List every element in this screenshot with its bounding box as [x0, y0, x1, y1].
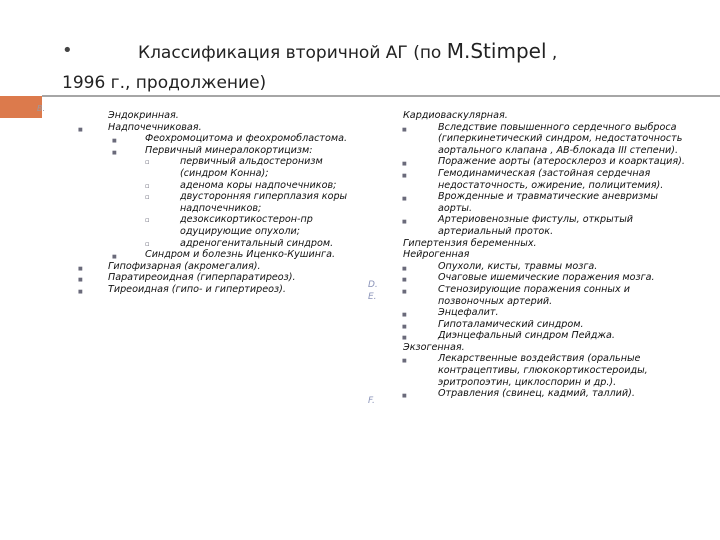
outline-item: [78, 110, 358, 122]
outline-item-text: первичный альдостеронизм (синдром Конна);: [180, 156, 323, 179]
title-line-1: [62, 36, 702, 68]
outline-item: [78, 156, 358, 179]
outline-item: [400, 353, 690, 388]
outline-item: [78, 133, 358, 145]
square-bullet-icon: ■: [402, 312, 407, 319]
outline-item: [78, 214, 358, 237]
square-bullet-icon: ■: [402, 172, 407, 179]
outline-item-text: Тиреоидная (гипо- и гипертиреоз).: [108, 283, 286, 295]
outline-item: [400, 191, 690, 214]
outline-item-text: Вследствие повышенного сердечного выброса (гиперкинетический синдром, недостаточность аортального клапана , АВ-блокада III степени).: [438, 121, 683, 156]
square-bullet-icon: ■: [78, 126, 83, 133]
outline-item: [400, 249, 690, 261]
square-bullet-icon: ■: [112, 138, 117, 145]
outline-item: [78, 261, 358, 273]
square-bullet-icon: ■: [112, 254, 117, 261]
square-bullet-icon: ■: [402, 265, 407, 272]
square-bullet-icon: ■: [78, 265, 83, 272]
outline-item: [400, 214, 690, 237]
outline-item: [400, 319, 690, 331]
title-text-a: Классификация вторичной АГ (по: [138, 43, 447, 63]
title-text-c: ,: [546, 43, 558, 63]
square-bullet-icon: ■: [402, 219, 407, 226]
outline-item: [400, 272, 690, 284]
section-letter-f: F.: [368, 396, 375, 406]
outline-item: [78, 272, 358, 284]
hollow-square-bullet-icon: ▫: [145, 193, 150, 202]
hollow-square-bullet-icon: ▫: [145, 216, 150, 225]
outline-item-text: Феохромоцитома и феохромобластома.: [145, 133, 347, 145]
outline-item-text: Синдром и болезнь Иценко-Кушинга.: [145, 249, 336, 261]
outline-item-text: Кардиоваскулярная.: [403, 110, 508, 121]
outline-item: [400, 261, 690, 273]
outline-item-text: Поражение аорты (атеросклероз и коарктация).: [438, 156, 685, 168]
outline-item-text: Гемодинамическая (застойная сердечная недостаточность, ожирение, полицитемия).: [438, 167, 664, 191]
outline-item-text: Энцефалит.: [438, 307, 499, 319]
square-bullet-icon: ■: [402, 196, 407, 203]
outline-item: [400, 330, 690, 342]
title-divider: [42, 95, 720, 97]
left-column: [78, 110, 358, 296]
section-letter-b: B.: [37, 104, 46, 113]
outline-item-text: Стенозирующие поражения сонных и позвоночных артерий.: [438, 283, 630, 307]
outline-item: [78, 191, 358, 214]
outline-item-text: Экзогенная.: [403, 341, 465, 353]
outline-item: [400, 110, 690, 122]
outline-item-text: Гипофизарная (акромегалия).: [108, 260, 261, 272]
outline-item: [400, 156, 690, 168]
outline-item-text: дезоксикортикостерон-пр одуцирующие опухоли;: [180, 214, 313, 237]
square-bullet-icon: ■: [402, 161, 407, 168]
hollow-square-bullet-icon: ▫: [145, 239, 150, 248]
right-column: [400, 110, 690, 400]
outline-item: [78, 122, 358, 134]
outline-item: [78, 180, 358, 192]
outline-item: [400, 238, 690, 250]
outline-item-text: Эндокринная.: [108, 110, 179, 121]
outline-item: [400, 388, 690, 400]
outline-item-text: Паратиреоидная (гиперпаратиреоз).: [108, 272, 296, 284]
outline-item-text: Врожденные и травматические аневризмы аорты.: [438, 191, 659, 214]
outline-item: [78, 238, 358, 250]
title-line-2: 1996 г., продолжение): [62, 73, 267, 93]
outline-item-text: Диэнцефальный синдром Пейджа.: [438, 330, 615, 342]
outline-item: [400, 168, 690, 191]
title-author: M.Stimpel: [446, 39, 547, 63]
outline-item: [400, 342, 690, 354]
outline-item-text: Лекарственные воздействия (оральные контрацептивы, глюкокортикостероиды, эритропоэтин, циклоспорин и др.).: [438, 353, 648, 388]
square-bullet-icon: ■: [402, 323, 407, 330]
outline-item-text: Артериовенозные фистулы, открытый артериальный проток.: [438, 214, 634, 237]
square-bullet-icon: ■: [402, 335, 407, 342]
outline-item: [400, 307, 690, 319]
hollow-square-bullet-icon: ▫: [145, 181, 150, 190]
outline-item: [78, 249, 358, 261]
title-bullet: •: [62, 40, 73, 61]
slide-title: [62, 36, 702, 98]
outline-item: [400, 284, 690, 307]
outline-item-text: Очаговые ишемические поражения мозга.: [438, 272, 655, 284]
section-letter-e: E.: [368, 292, 377, 302]
square-bullet-icon: ■: [402, 358, 407, 365]
outline-item-text: двусторонняя гиперплазия коры надпочечников;: [180, 191, 348, 214]
square-bullet-icon: ■: [402, 288, 407, 295]
outline-item-text: Нейрогенная: [403, 249, 470, 261]
square-bullet-icon: ■: [402, 393, 407, 400]
outline-item: [78, 284, 358, 296]
outline-item-text: Гипертензия беременных.: [403, 237, 537, 249]
outline-item-text: Первичный минералокортицизм:: [145, 144, 313, 156]
hollow-square-bullet-icon: ▫: [145, 158, 150, 167]
outline-item-text: Отравления (свинец, кадмий, таллий).: [438, 388, 635, 400]
square-bullet-icon: ■: [78, 288, 83, 295]
outline-item-text: Гипоталамический синдром.: [438, 318, 584, 330]
accent-bar: [0, 96, 42, 118]
square-bullet-icon: ■: [112, 149, 117, 156]
outline-item: [400, 122, 690, 157]
outline-item-text: адреногенитальный синдром.: [180, 237, 334, 249]
section-letter-d: D.: [368, 280, 378, 290]
outline-item-text: Опухоли, кисты, травмы мозга.: [438, 260, 598, 272]
square-bullet-icon: ■: [402, 126, 407, 133]
square-bullet-icon: ■: [402, 277, 407, 284]
square-bullet-icon: ■: [78, 277, 83, 284]
outline-item-text: Надпочечниковая.: [108, 121, 202, 133]
outline-item-text: аденома коры надпочечников;: [180, 179, 337, 191]
outline-item: [78, 145, 358, 157]
